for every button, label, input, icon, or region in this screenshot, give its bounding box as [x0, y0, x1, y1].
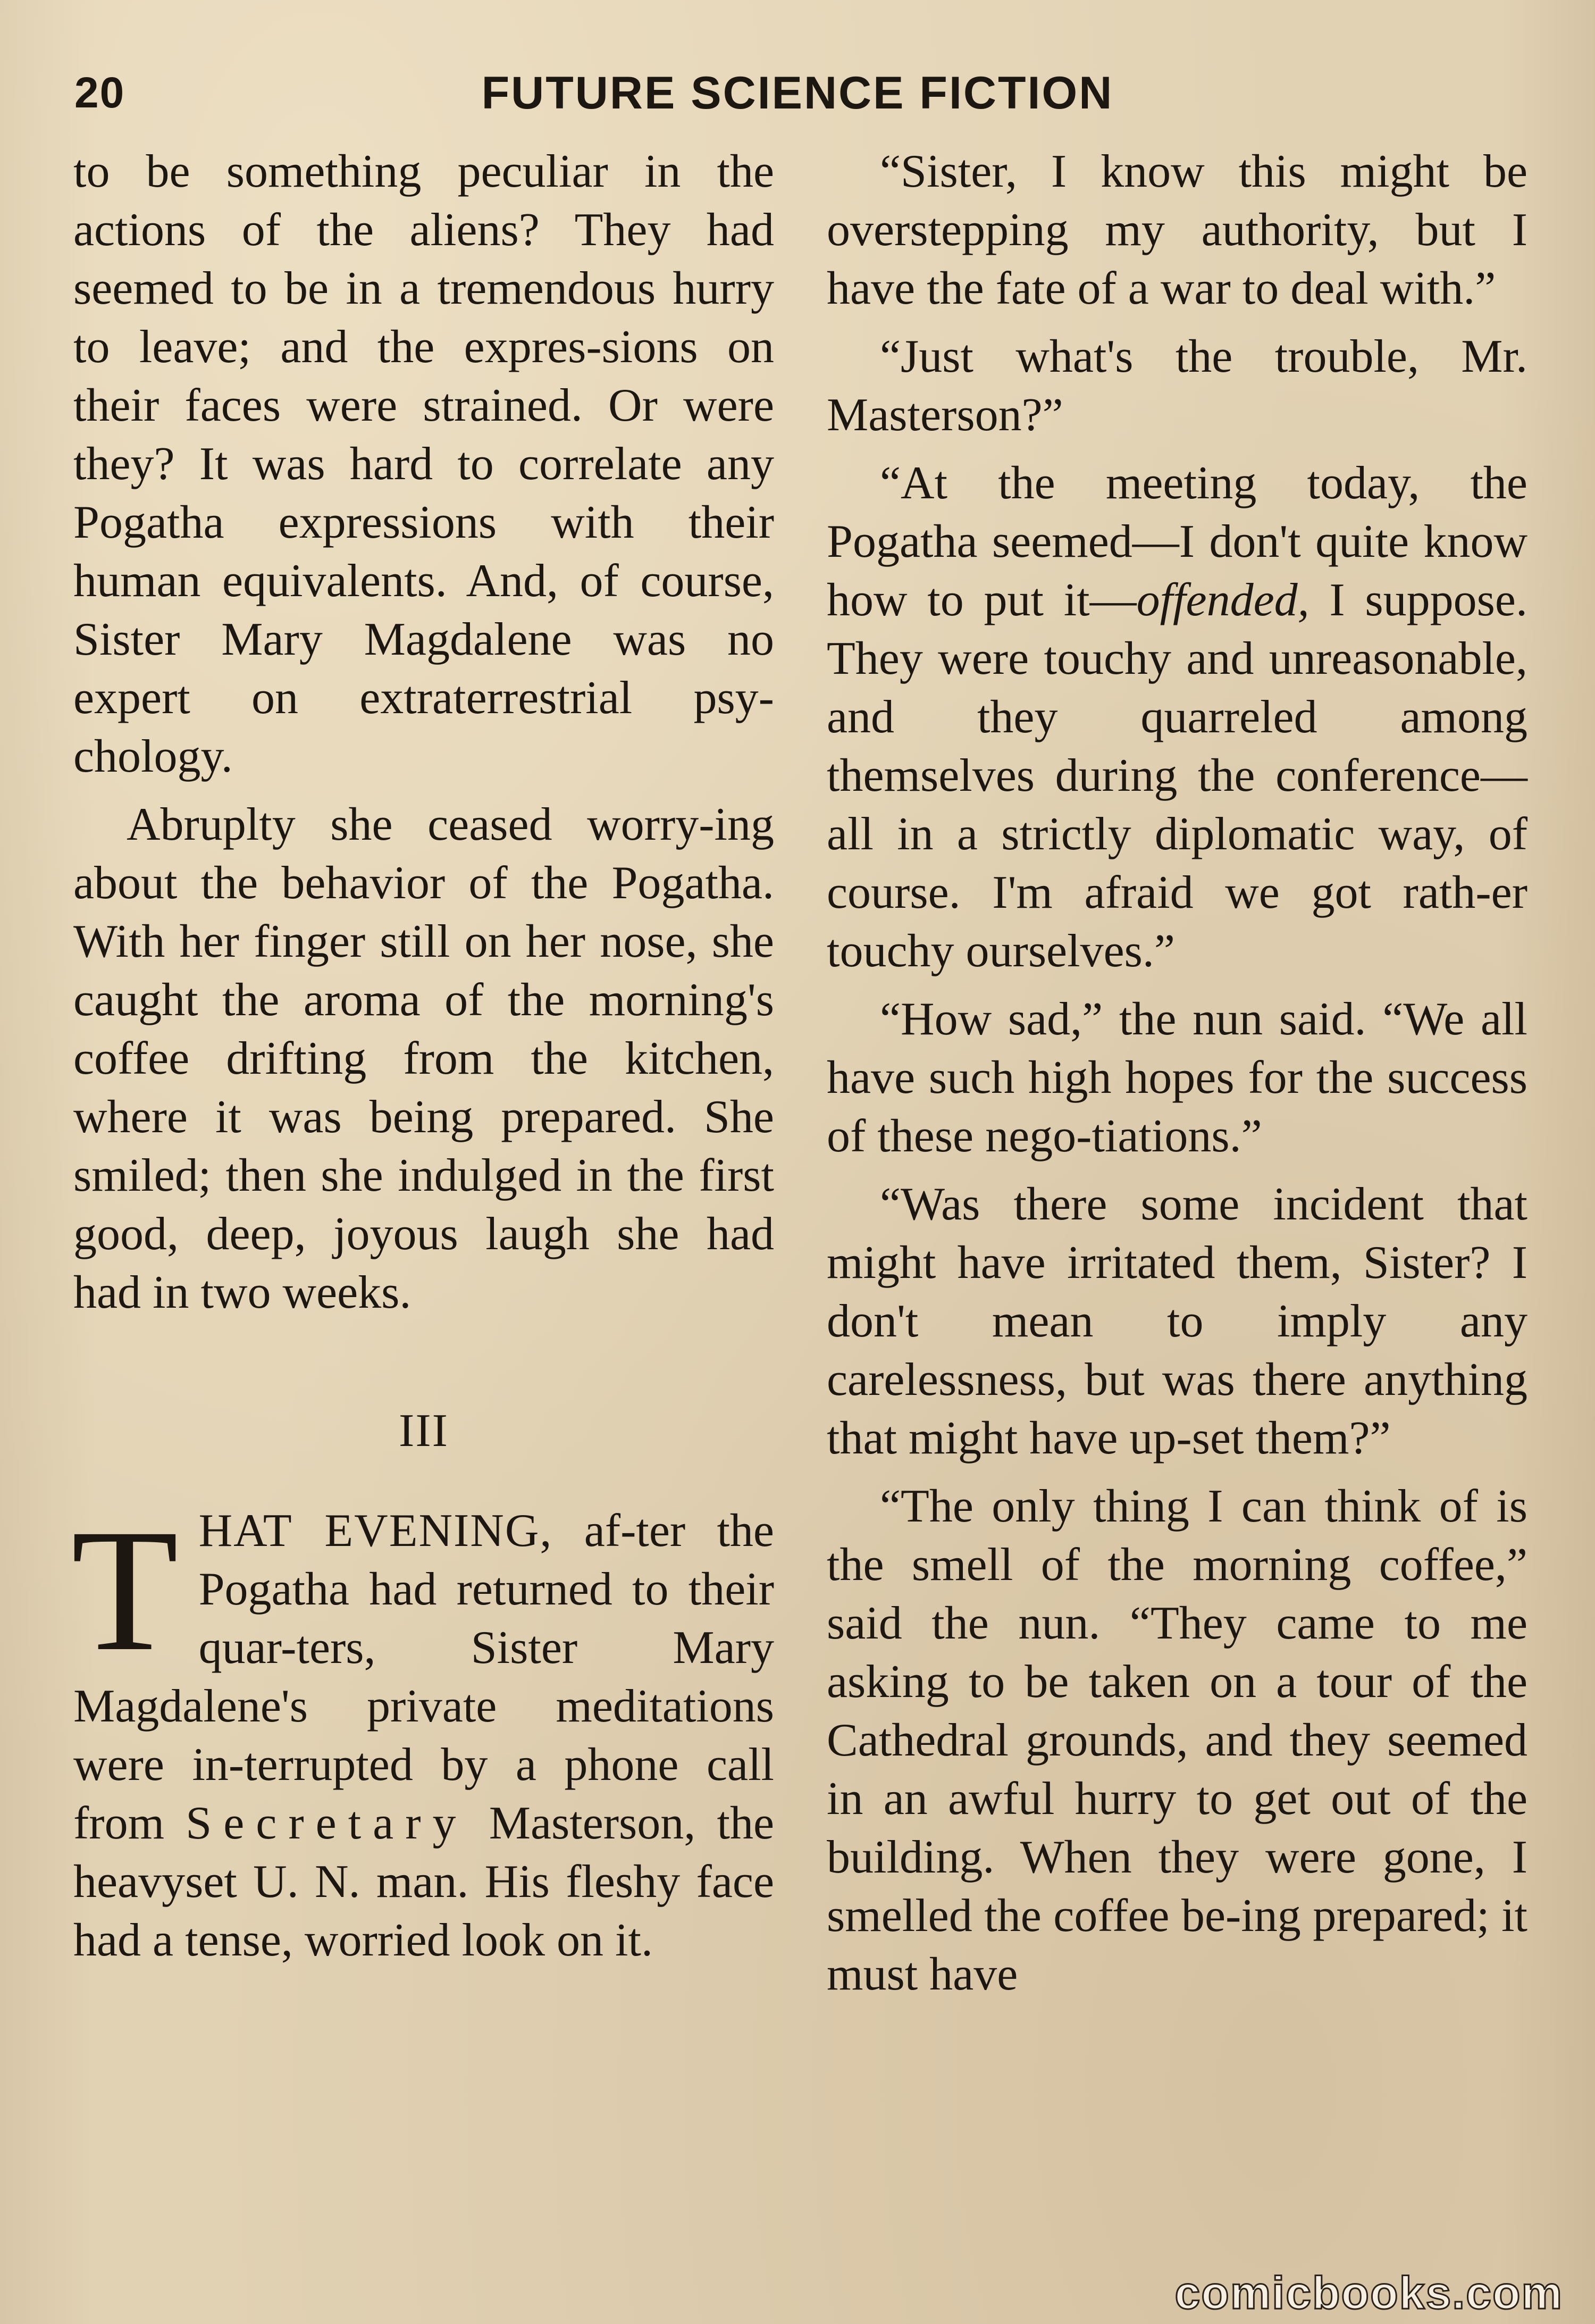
right-paragraph-6: “The only thing I can think of is the smell of the morning coffee,” said the nun. “They came to me asking to be taken on a tour of the Cathedral grounds, and they seemed in an awful hurry to get out of the building. When they were gone, I smelled the coffee be-ing prepared; it must have — [827, 1481, 1527, 2000]
right-paragraph-2: “Just what's the trouble, Mr. Masterson?” — [827, 331, 1527, 441]
left-paragraph-3-text-b: Masterson, the heavyset U. N. man. His fleshy face had a tense, worried look on it. — [73, 1798, 775, 1966]
paragraph-lead-in: HAT EVENING, — [198, 1505, 553, 1557]
page-number: 20 — [74, 69, 125, 117]
right-paragraph-3-text-b: I suppose. They were touchy and unreasonable, and they quarreled among themselves during the conference—all in a strictly diplomatic way, of course. I'm afraid we got rath-er touchy ourselves.” — [827, 574, 1527, 977]
page-header — [74, 58, 1521, 128]
italic-word: offended, — [1136, 574, 1309, 626]
right-column — [827, 143, 1527, 2004]
running-title: FUTURE SCIENCE FICTION — [481, 68, 1114, 119]
section-number: III — [399, 1405, 449, 1457]
left-paragraph-3-text-a: af-ter the Pogatha had returned to their quar-ters, Sister Mary Magdalene's private meditations were in-terrupted by a phone call from — [73, 1505, 774, 1849]
right-paragraph-4: “How sad,” the nun said. “We all have such high hopes for the success of these nego-tiations.” — [827, 993, 1527, 1162]
left-column — [73, 143, 774, 1970]
right-paragraph-3 — [827, 454, 1527, 981]
left-paragraph-1: to be something peculiar in the actions of the aliens? They had seemed to be in a tremendous hurry to leave; and the expres-sions on their faces were strained. Or were they? It was hard to correlate any Pogatha expressions with their human equivalents. And, of course, Sister Mary Magdalene was no expert on extraterrestrial psy-chology. — [73, 146, 774, 782]
left-paragraph-2: Abruplty she ceased worry-ing about the behavior of the Pogatha. With her finger still on her nose, she caught the aroma of the morning's coffee drifting from the kitchen, where it was being prepared. She smiled; then she indulged in the first good, deep, joyous laugh she had had in two weeks. — [73, 799, 774, 1318]
dropcap: T — [71, 1493, 179, 1687]
spaced-word: Secretary — [186, 1798, 468, 1849]
right-paragraph-3-text-a: “At the meeting today, the Pogatha seemed—I don't quite know how to put it— — [827, 457, 1527, 626]
right-paragraph-5: “Was there some incident that might have irritated them, Sister? I don't mean to imply any carelessness, but was there anything that might have up-set them?” — [827, 1178, 1527, 1464]
right-paragraph-1: “Sister, I know this might be overstepping my authority, but I have the fate of a war to deal with.” — [827, 146, 1527, 314]
left-paragraph-3 — [71, 1493, 775, 1970]
watermark: comicbooks.com — [1174, 2268, 1563, 2319]
